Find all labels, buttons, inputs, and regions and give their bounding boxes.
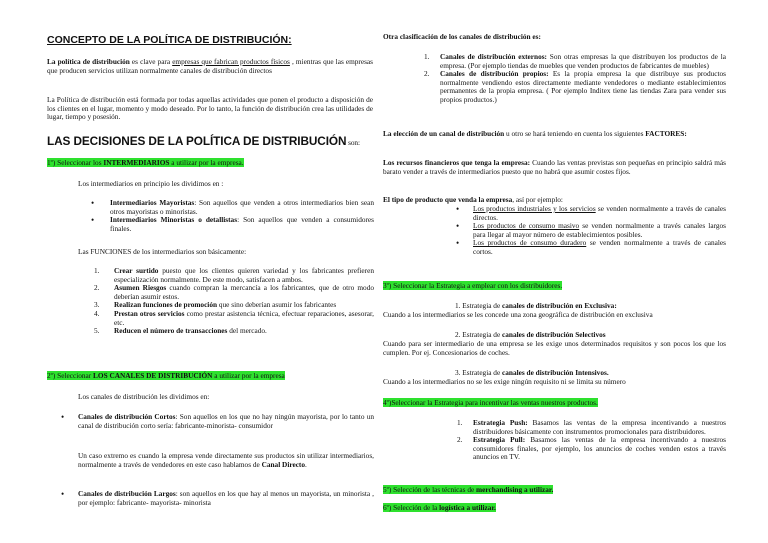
bullet-icon: • (61, 489, 65, 499)
list-item: • Los productos industriales y los servicios se venden normalmente a través de canales directos. (456, 204, 727, 222)
list-item: 2. Estrategia Pull: Basamos las ventas de la empresa incentivando a nuestros consumidores finales, por ejemplo, los anuncios de coches venden estos a través anuncios en TV. (457, 435, 726, 462)
list-item: 2. Asumen Riesgos cuando compran la mercancía a los fabricantes, que de otro modo deberían asumir estos. (94, 283, 374, 301)
direct-channel-paragraph: Un caso extremo es cuando la empresa vende directamente sus productos sin utilizar intermediarios, normalmente a través de vendedores en este caso hablamos de Canal Directo. (78, 451, 374, 469)
step-2-heading: 2º) Seleccionar LOS CANALES DE DISTRIBUCIÓN a utilizar por la empresa (47, 371, 285, 380)
bullet-icon: • (456, 221, 460, 232)
intermediaries-intro: Los intermediarios en principio les dividimos en : (78, 179, 224, 188)
long-channels-item: • Canales de distribución Largos: son aquellos en los que hay al menos un mayorista, un minorista , por ejemplo: fabricante- mayorista- minorista (61, 489, 374, 507)
list-item: 2. Canales de distribución propios: Es la propia empresa la que distribuye sus productos normalmente vendiendo estos directamente mediante vendedores o mediante establecimientos permanentes de la propia empresa. ( Por ejemplo Inditex tiene las tiendas Zara para vender sus propios productos.) (424, 69, 726, 104)
functions-intro: Las FUNCIONES de los intermediarios son básicamente: (78, 247, 247, 256)
list-item: 1. Estrategia Push: Basamos las ventas de la empresa incentivando a nuestros distribuidores básicamente con instrumentos promocionales para distribuidores. (457, 418, 726, 436)
step-3-heading: 3º) Seleccionar la Estrategia a emplear con los distribuidores. (383, 281, 563, 290)
intermediaries-list (91, 198, 375, 233)
financial-resources-paragraph: Los recursos financieros que tenga la empresa: Cuando las ventas previstas son pequeñas en principio saldrá más barato vender a través de intermediarios puesto que no habrá que asumir costes fijos. (383, 158, 726, 176)
list-item: 5. Reducen el número de transacciones del mercado. (94, 326, 267, 336)
list-item: 1. Crear surtido puesto que los clientes quieren variedad y los fabricantes prefieren especialización normalmente. De este modo, satisfacen a ambos. (94, 266, 374, 284)
step-1-heading: 1º) Seleccionar los INTERMEDIARIOS a utilizar por la empresa. (47, 158, 244, 167)
product-type-list (456, 204, 727, 257)
paragraph-definition: La Política de distribución está formada por todas aquellas actividades que ponen el producto a disposición de los clientes en el lugar, momento y modo deseado. Por lo tanto, la función de distribución crea las utilidades de lugar, tiempo y posesión. (47, 95, 373, 122)
list-item: 3. Realizan funciones de promoción que sino deberían asumir los fabricantes (94, 300, 337, 310)
bullet-icon: • (456, 204, 460, 214)
strategy-intensive-text: Cuando a los intermediarios no se les exige ningún requisito ni se limita su número (383, 377, 626, 386)
product-type-paragraph: El tipo de producto que venda la empresa, así por ejemplo: (383, 195, 563, 204)
bullet-icon: • (91, 215, 95, 226)
paragraph-concept: La política de distribución es clave para empresas que fabrican productos físicos , mientras que las empresas que producen servicios utilizan normalmente canales de distribución directos (47, 57, 374, 75)
page-title: CONCEPTO DE LA POLÍTICA DE DISTRIBUCIÓN: (47, 34, 292, 46)
list-item: 1. Canales de distribución externos: Son otras empresas la que distribuyen los productos de la empresa. (Por ejemplo tiendas de muebles que venden productos de fabricantes de muebles) (424, 52, 726, 70)
bullet-icon: • (61, 412, 65, 422)
list-item: • Intermediarios Minoristas o detallistas: Son aquellos que venden a consumidores finales. (91, 215, 375, 233)
step-4-heading: 4º)Seleccionar la Estrategia para incentivar las ventas nuestros productos. (383, 398, 598, 407)
list-item: • Intermediarios Mayoristas: Son aquellos que venden a otros intermediarios bien sean otros mayoristas o minoristas. (91, 198, 375, 216)
strategy-intensive-title: 3. Estrategia de canales de distribución Intensivos. (455, 368, 609, 377)
step-5-heading: 5º) Selección de las técnicas de merchandising a utilizar. (383, 485, 554, 494)
bullet-icon: • (91, 198, 95, 208)
choice-paragraph: La elección de un canal de distribución u otro se hará teniendo en cuenta los siguientes FACTORES: (383, 129, 687, 138)
bullet-icon: • (456, 238, 460, 249)
short-channels-item: • Canales de distribución Cortos: Son aquellos en los que no hay ningún mayorista, por lo tanto un canal de distribución corto sería: fabricante-minorista- consumidor (61, 412, 374, 430)
strategy-selective-title: 2. Estrategia de canales de distribución Selectivos (455, 330, 606, 339)
step-6-heading: 6º) Selección de la logística a utilizar. (383, 503, 496, 512)
functions-list (94, 266, 374, 336)
list-item: 4. Prestan otros servicios como prestar asistencia técnica, efectuar reparaciones, asesorar, etc. (94, 308, 374, 327)
channel-types-list (424, 52, 726, 105)
strategy-selective-text: Cuando para ser intermediario de una empresa se les exige unos determinados requisitos y son pocos los que los cumplen. Por ej. Concesionarios de coches. (383, 339, 726, 357)
section-heading: LAS DECISIONES DE LA POLÍTICA DE DISTRIBUCIÓN son: (47, 134, 360, 148)
channels-intro: Los canales de distribución les dividimos en: (78, 392, 210, 401)
push-pull-list (457, 418, 726, 462)
list-item: • Los productos de consumo masivo se venden normalmente a través canales largos para llegar al mayor número de establecimientos posibles. (456, 221, 726, 239)
list-item: • Los productos de consumo duradero se venden normalmente a través de canales cortos. (456, 238, 726, 256)
strategy-exclusive-text: Cuando a los intermediarios se les concede una zona geográfica de distribución en exclusiva (383, 310, 653, 319)
strategy-exclusive-title: 1. Estrategia de canales de distribución en Exclusiva: (455, 301, 617, 310)
other-classification: Otra clasificación de los canales de distribución es: (383, 32, 541, 41)
